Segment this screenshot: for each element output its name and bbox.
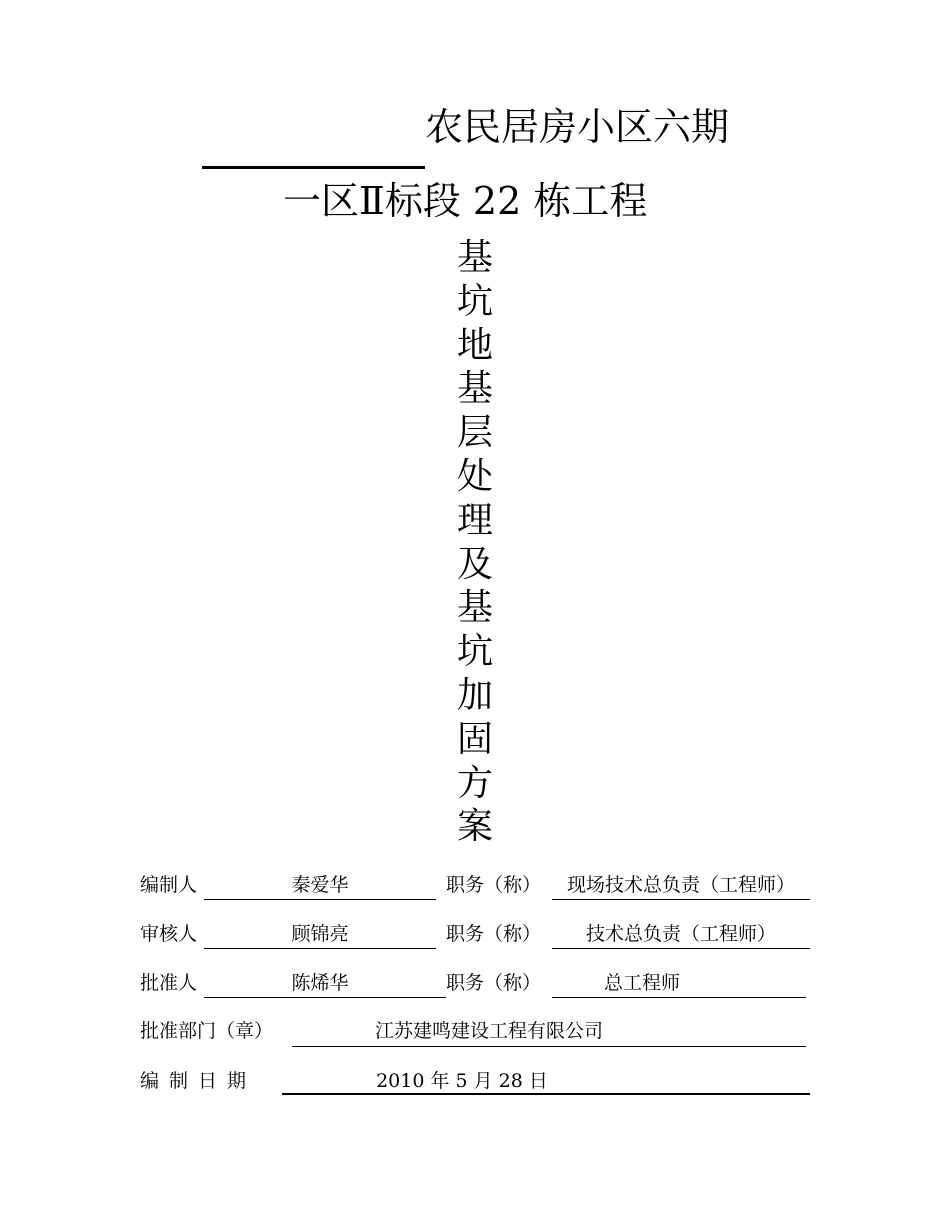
reviewer-label: 审核人: [140, 923, 198, 945]
compiler-position-label: 职务（称）: [446, 874, 542, 896]
date-underline: [282, 1093, 810, 1095]
department-value: 江苏建鸣建设工程有限公司: [374, 1020, 603, 1042]
approver-position-underline: [552, 997, 806, 998]
reviewer-name-underline: [204, 948, 436, 949]
document-title-line-1: 农民居房小区六期: [425, 105, 730, 149]
department-underline: [292, 1046, 806, 1047]
reviewer-position-label: 职务（称）: [446, 923, 542, 945]
compiler-position-underline: [552, 899, 810, 900]
date-value: 2010 年 5 月 28 日: [376, 1070, 548, 1092]
approver-label: 批准人: [140, 972, 198, 994]
approver-position-label: 职务（称）: [446, 972, 542, 994]
department-label: 批准部门（章）: [140, 1020, 274, 1042]
approver-name-underline: [204, 997, 446, 998]
title-underline: [202, 166, 425, 169]
date-label: 编制日期: [140, 1070, 257, 1092]
approver-name: 陈烯华: [291, 972, 349, 994]
compiler-label: 编制人: [140, 874, 198, 896]
reviewer-name: 顾锦亮: [291, 923, 349, 945]
document-title-vertical: 基坑地基层处理及基坑加固方案: [456, 237, 493, 848]
reviewer-position-underline: [552, 948, 810, 949]
reviewer-position: 技术总负责（工程师）: [585, 923, 776, 945]
compiler-name: 秦爱华: [291, 874, 349, 896]
compiler-name-underline: [204, 899, 436, 900]
document-title-line-2: 一区Ⅱ标段 22 栋工程: [283, 179, 648, 223]
compiler-position: 现场技术总负责（工程师）: [566, 874, 795, 896]
approver-position: 总工程师: [603, 972, 680, 994]
